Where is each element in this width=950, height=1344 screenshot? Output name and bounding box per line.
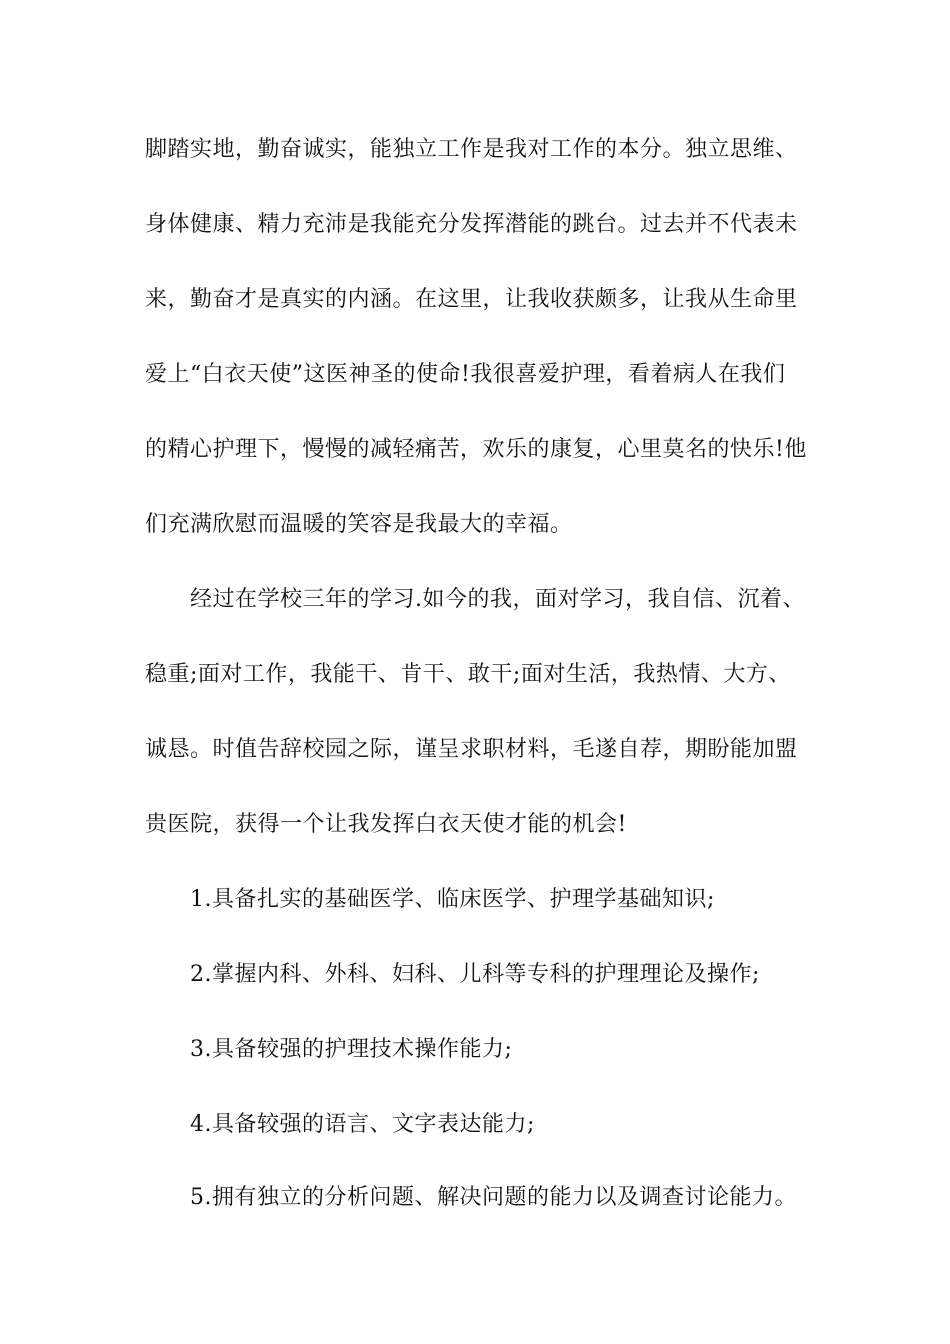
list-item: 3.具备较强的护理技术操作能力;	[190, 1037, 513, 1062]
paragraph-line: 稳重;面对工作，我能干、肯干、敢干;面对生活，我热情、大方、	[145, 662, 791, 687]
list-item: 5.拥有独立的分析问题、解决问题的能力以及调查讨论能力。	[190, 1185, 797, 1210]
list-item: 4.具备较强的语言、文字表达能力;	[190, 1112, 535, 1137]
paragraph-line: 经过在学校三年的学习.如今的我，面对学习，我自信、沉着、	[190, 587, 805, 612]
paragraph-line: 身体健康、精力充沛是我能充分发挥潜能的跳台。过去并不代表未	[145, 212, 798, 237]
paragraph-line: 的精心护理下，慢慢的减轻痛苦，欢乐的康复，心里莫名的快乐!他	[145, 437, 807, 462]
paragraph-line: 贵医院，获得一个让我发挥白衣天使才能的机会!	[145, 812, 627, 837]
paragraph-line: 们充满欣慰而温暖的笑容是我最大的幸福。	[145, 512, 573, 537]
paragraph-line: 来，勤奋才是真实的内涵。在这里，让我收获颇多，让我从生命里	[145, 287, 798, 312]
paragraph-line: 诚恳。时值告辞校园之际，谨呈求职材料，毛遂自荐，期盼能加盟	[145, 737, 798, 762]
paragraph-line: 脚踏实地，勤奋诚实，能独立工作是我对工作的本分。独立思维、	[145, 137, 798, 162]
paragraph-line: 爱上“白衣天使”这医神圣的使命!我很喜爱护理，看着病人在我们	[145, 362, 786, 387]
list-item: 2.掌握内科、外科、妇科、儿科等专科的护理理论及操作;	[190, 962, 760, 987]
list-item: 1.具备扎实的基础医学、临床医学、护理学基础知识;	[190, 887, 715, 912]
